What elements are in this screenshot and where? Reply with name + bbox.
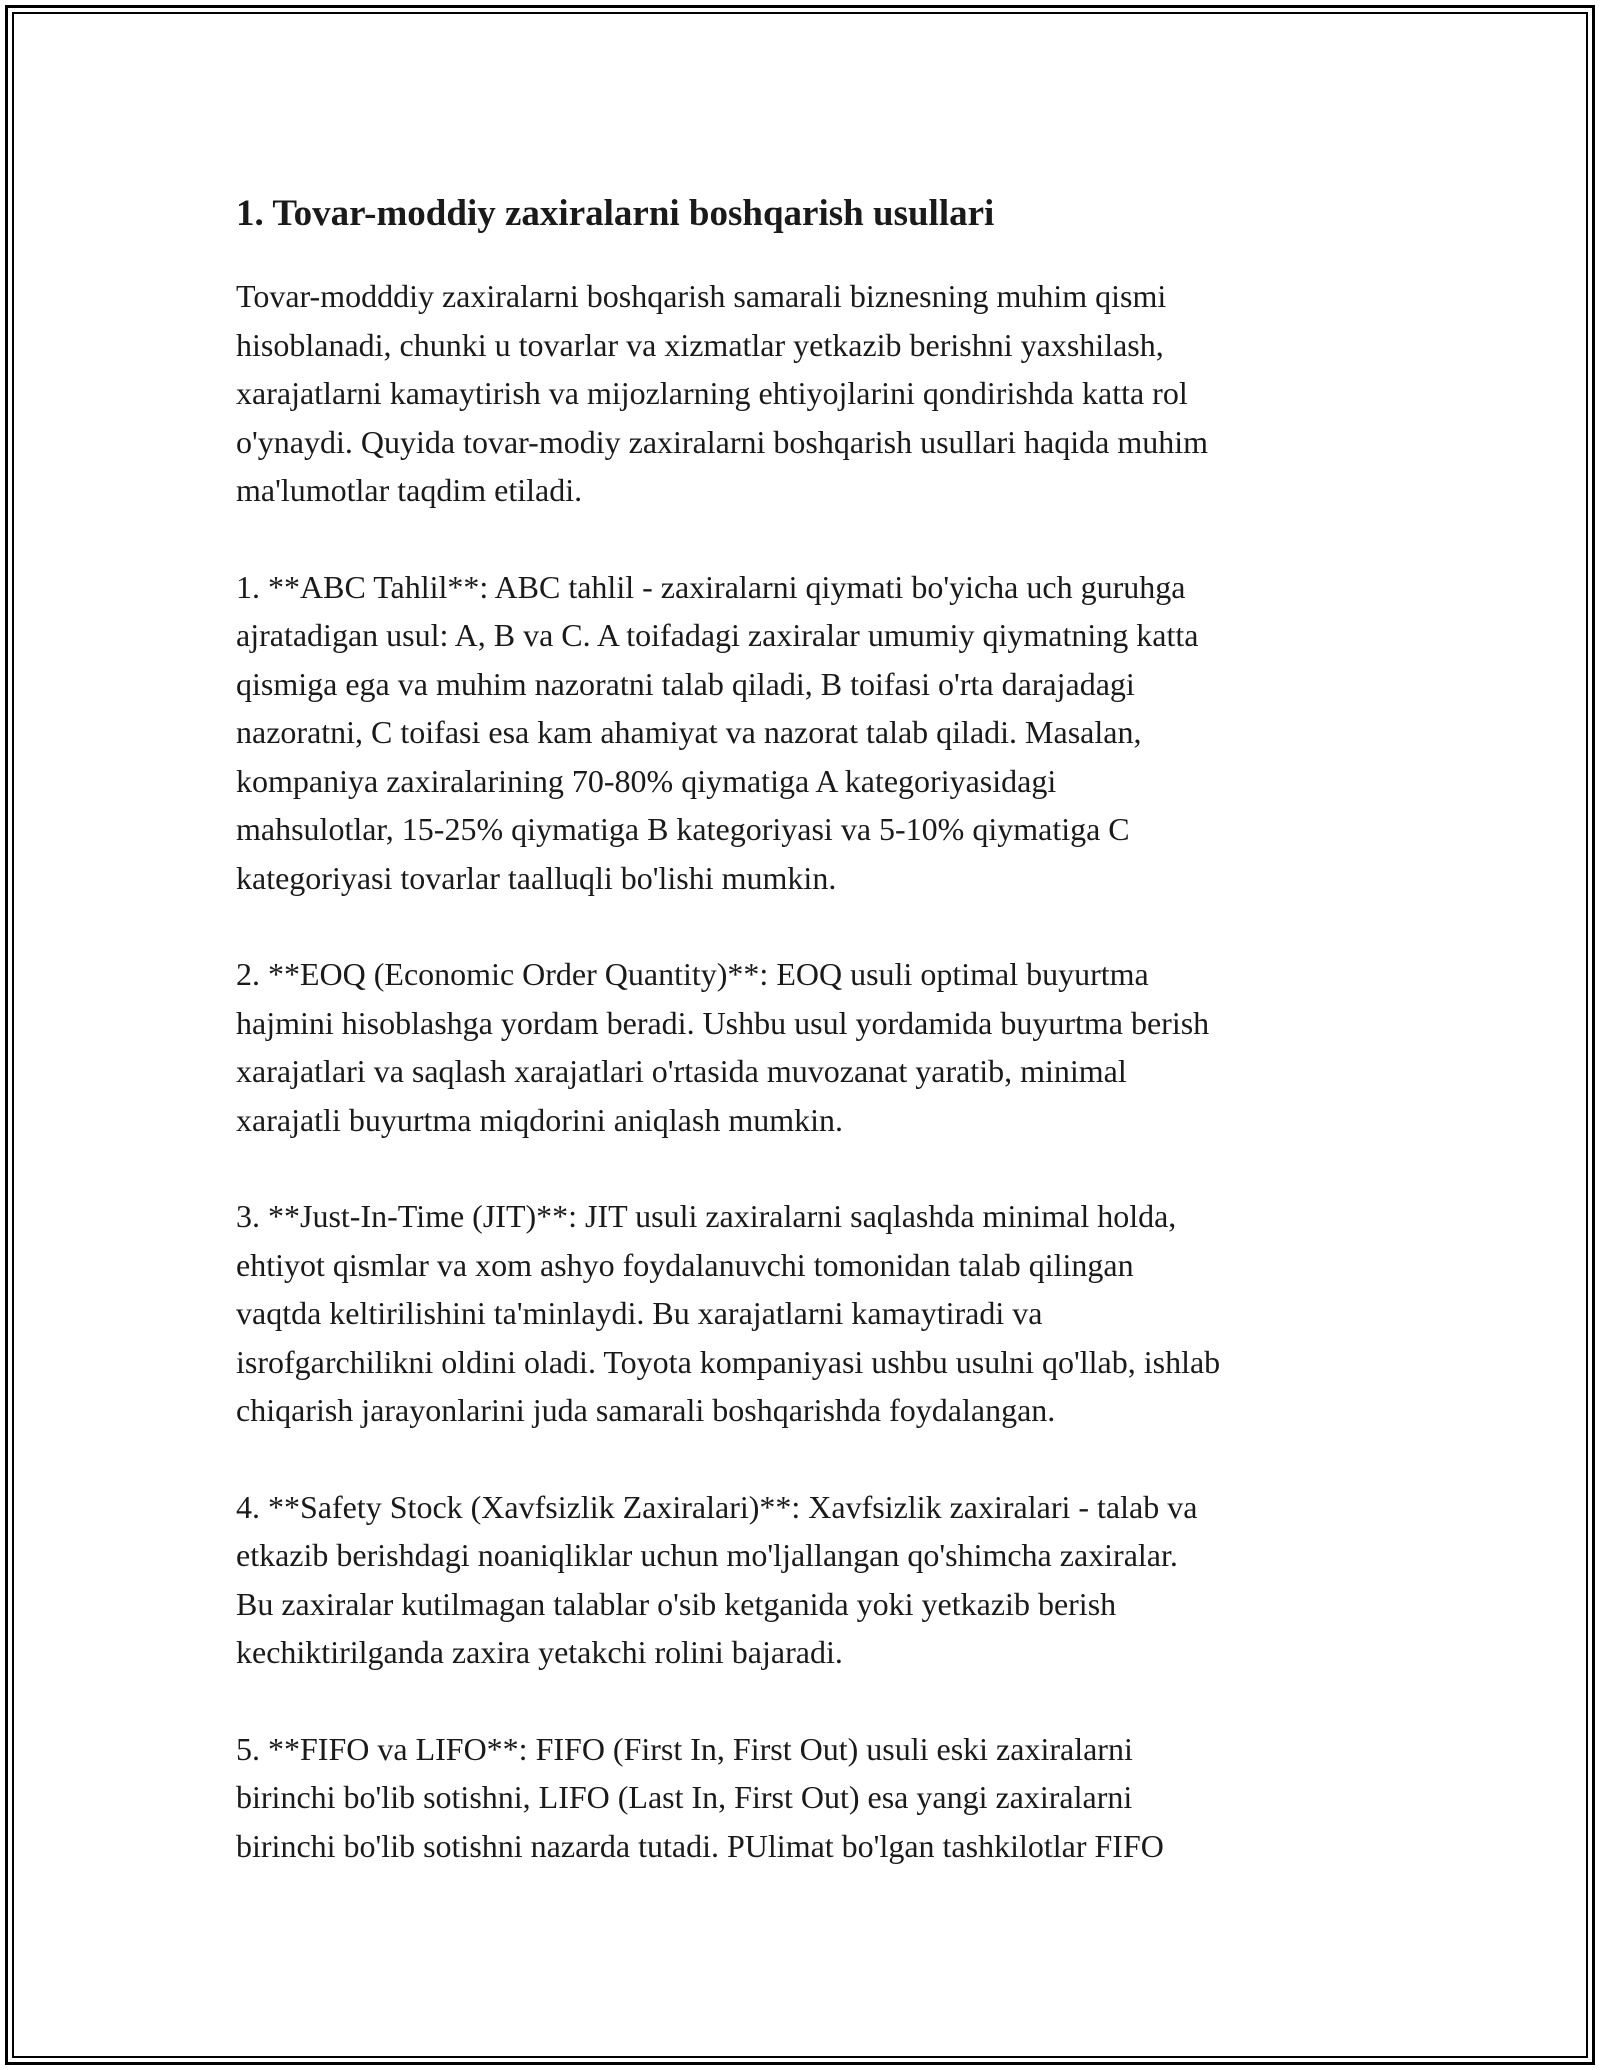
document-title: 1. Tovar-moddiy zaxiralarni boshqarish usullari [236, 193, 995, 234]
eoq-paragraph: 2. **EOQ (Economic Order Quantity)**: EOQ usuli optimal buyurtma hajmini hisoblashga yordam beradi. Ushbu usul yordamida buyurtma berish xarajatlari va saqlash xarajatlari o'rtasida muvozanat yaratib, minimal xarajatli buyurtma miqdorini aniqlash mumkin. [236, 956, 1210, 1138]
abc-analysis-paragraph: 1. **ABC Tahlil**: ABC tahlil - zaxiralarni qiymati bo'yicha uch guruhga ajratadigan usul: A, B va C. A toifadagi zaxiralar umumiy qiymatning katta qismiga ega va muhim nazoratni talab qiladi, B toifasi o'rta darajadagi nazoratni, C toifasi esa kam ahamiyat va nazorat talab qiladi. Masalan, kompaniya zaxiralarining 70-80% qiymatiga A kategoriyasidagi mahsulotlar, 15-25% qiymatiga B kategoriyasi va 5-10% qiymatiga C kategoriyasi tovarlar taalluqli bo'lishi mumkin. [236, 568, 1199, 896]
intro-paragraph: Tovar-modddiy zaxiralarni boshqarish samarali biznesning muhim qismi hisoblanadi, chunki u tovarlar va xizmatlar yetkazib berishni yaxshilash, xarajatlarni kamaytirish va mijozlarning ehtiyojlarini qondirishda katta rol o'ynaydi. Quyida tovar-modiy zaxiralarni boshqarish usullari haqida muhim ma'lumotlar taqdim etiladi. [236, 278, 1209, 508]
document-page [236, 186, 1396, 1918]
fifo-lifo-paragraph: 5. **FIFO va LIFO**: FIFO (First In, First Out) usuli eski zaxiralarni birinchi bo'lib sotishni, LIFO (Last In, First Out) esa yangi zaxiralarni birinchi bo'lib sotishni nazarda tutadi. PUlimat bo'lgan tashkilotlar FIFO [236, 1730, 1164, 1864]
safety-stock-paragraph: 4. **Safety Stock (Xavfsizlik Zaxiralari)**: Xavfsizlik zaxiralari - talab va etkazib berishdagi noaniqliklar uchun mo'ljallangan qo'shimcha zaxiralar. Bu zaxiralar kutilmagan talablar o'sib ketganida yoki yetkazib berish kechiktirilganda zaxira yetakchi rolini bajaradi. [236, 1488, 1198, 1670]
jit-paragraph: 3. **Just-In-Time (JIT)**: JIT usuli zaxiralarni saqlashda minimal holda, ehtiyot qismlar va xom ashyo foydalanuvchi tomonidan talab qilingan vaqtda keltirilishini ta'minlaydi. Bu xarajatlarni kamaytiradi va isrofgarchilikni oldini oladi. Toyota kompaniyasi ushbu usulni qo'llab, ishlab chiqarish jarayonlarini juda samarali boshqarishda foydalangan. [236, 1198, 1221, 1428]
